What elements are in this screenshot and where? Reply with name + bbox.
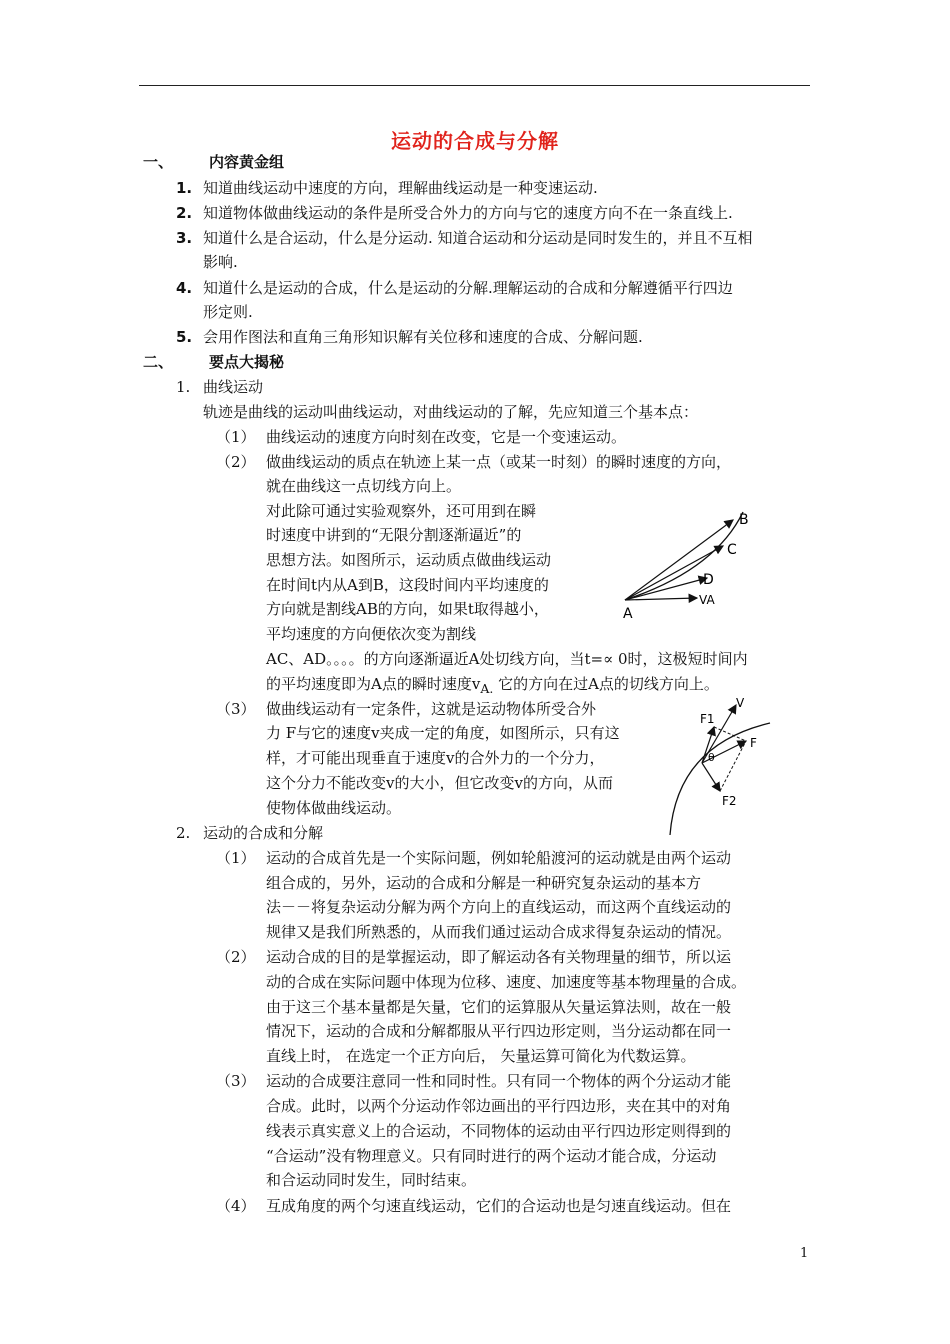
item-number: 1. <box>176 179 193 197</box>
section-2-marker: 二、 <box>143 353 174 371</box>
paragraph-line: 运动的合成首先是一个实际问题，例如轮船渡河的运动就是由两个运动 <box>266 849 732 867</box>
paragraph-line: 线表示真实意义上的合运动，不同物体的运动由平行四边形定则得到的 <box>266 1122 732 1140</box>
paragraph-line: 平均速度的方向便依次变为割线 <box>266 625 477 643</box>
paragraph-line: 轨迹是曲线的运动叫曲线运动，对曲线运动的了解，先应知道三个基本点： <box>203 403 699 421</box>
page-title: 运动的合成与分解 <box>391 129 559 153</box>
paragraph-marker: （1） <box>216 849 256 867</box>
page-number: 1 <box>800 1246 809 1261</box>
paragraph-line: “合运动”没有物理意义。只有同时进行的两个运动才能合成，分运动 <box>266 1147 717 1165</box>
paragraph-line: 直线上时， 在选定一个正方向后， 矢量运算可简化为代数运算。 <box>266 1047 696 1065</box>
subsection-title: 曲线运动 <box>203 378 264 396</box>
label-d: D <box>703 572 714 588</box>
item-number: 4. <box>176 279 193 297</box>
label-f1: F1 <box>700 712 715 726</box>
item-text: 形定则. <box>203 303 253 321</box>
label-v: V <box>736 696 745 710</box>
paragraph-line: 运动合成的目的是掌握运动，即了解运动各有关物理量的细节，所以运 <box>266 948 732 966</box>
label-f2: F2 <box>722 794 737 808</box>
label-b: B <box>739 512 749 528</box>
paragraph-line: 方向就是割线AB的方向，如果t取得越小， <box>266 600 549 618</box>
paragraph-line: 思想方法。如图所示，运动质点做曲线运动 <box>266 551 552 569</box>
item-number: 3. <box>176 229 193 247</box>
item-text: 知道什么是合运动，什么是分运动. 知道合运动和分运动是同时发生的，并且不互相 <box>203 229 753 247</box>
item-number: 2. <box>176 204 193 222</box>
paragraph-marker: （1） <box>216 428 256 446</box>
paragraph-line: 合成。此时，以两个分运动作邻边画出的平行四边形，夹在其中的对角 <box>266 1097 732 1115</box>
secant-ad <box>625 578 707 600</box>
paragraph-line: 规律又是我们所熟悉的，从而我们通过运动合成求得复杂运动的情况。 <box>266 923 732 941</box>
paragraph-marker: （4） <box>216 1197 256 1215</box>
subsection-number: 1. <box>176 378 191 396</box>
label-va: VA <box>699 593 715 607</box>
paragraph-line: 运动的合成要注意同一性和同时性。只有同一个物体的两个分运动才能 <box>266 1072 732 1090</box>
paragraph-line: 组合成的，另外，运动的合成和分解是一种研究复杂运动的基本方 <box>266 874 702 892</box>
paragraph-marker: （2） <box>216 948 256 966</box>
paragraph-line: 的平均速度即为A点的瞬时速度$v_{A.}$ 它的方向在过A点的切线方向上。 <box>266 675 719 696</box>
paragraph-line: 法－－将复杂运动分解为两个方向上的直线运动，而这两个直线运动的 <box>266 898 732 916</box>
section-1-marker: 一、 <box>143 153 174 171</box>
force-figure <box>662 695 777 840</box>
item-text: 知道物体做曲线运动的条件是所受合外力的方向与它的速度方向不在一条直线上. <box>203 204 733 222</box>
paragraph-line: 做曲线运动的质点在轨迹上某一点（或某一时刻）的瞬时速度的方向， <box>266 453 732 471</box>
paragraph-line: 做曲线运动有一定条件，这就是运动物体所受合外 <box>266 700 597 718</box>
paragraph-line: 对此除可通过实验观察外，还可用到在瞬 <box>266 502 537 520</box>
secant-ab <box>625 520 733 600</box>
header-rule <box>139 85 810 86</box>
paragraph-line: 就在曲线这一点切线方向上。 <box>266 477 462 495</box>
label-theta: θ <box>708 751 715 764</box>
tangent-va <box>625 598 697 600</box>
paragraph-line: 力 F与它的速度v夹成一定的角度，如图所示，只有这 <box>266 724 620 742</box>
subsection-title: 运动的合成和分解 <box>203 824 324 842</box>
paragraph-marker: （3） <box>216 1072 256 1090</box>
label-f: F <box>750 736 757 750</box>
paragraph-line: 曲线运动的速度方向时刻在改变，它是一个变速运动。 <box>266 428 627 446</box>
section-2-heading: 要点大揭秘 <box>209 353 285 371</box>
paragraph-line: 使物体做曲线运动。 <box>266 799 402 817</box>
item-text: 会用作图法和直角三角形知识解有关位移和速度的合成、分解问题. <box>203 328 643 346</box>
paragraph-line: 样，才可能出现垂直于速度v的合外力的一个分力， <box>266 749 605 767</box>
section-1-heading: 内容黄金组 <box>209 153 285 171</box>
subsection-number: 2. <box>176 824 191 842</box>
paragraph-marker: （2） <box>216 453 256 471</box>
paragraph-line: 和合运动同时发生，同时结束。 <box>266 1171 477 1189</box>
label-a: A <box>623 606 633 622</box>
paragraph-line: 动的合成在实际问题中体现为位移、速度、加速度等基本物理量的合成。 <box>266 973 747 991</box>
paragraph-line: 这个分力不能改变v的大小，但它改变v的方向，从而 <box>266 774 613 792</box>
item-number: 5. <box>176 328 193 346</box>
item-text: 影响. <box>203 253 238 271</box>
label-c: C <box>727 542 737 558</box>
paragraph-line: 互成角度的两个匀速直线运动，它们的合运动也是匀速直线运动。但在 <box>266 1197 732 1215</box>
parallelogram-side <box>720 741 746 791</box>
paragraph-line: 在时间t内从A到B，这段时间内平均速度的 <box>266 576 549 594</box>
paragraph-line: 情况下，运动的合成和分解都服从平行四边形定则，当分运动都在同一 <box>266 1022 732 1040</box>
secant-figure <box>615 500 760 625</box>
item-text: 知道什么是运动的合成，什么是运动的分解.理解运动的合成和分解遵循平行四边 <box>203 279 733 297</box>
paragraph-line: 由于这三个基本量都是矢量，它们的运算服从矢量运算法则，故在一般 <box>266 998 732 1016</box>
item-text: 知道曲线运动中速度的方向，理解曲线运动是一种变速运动. <box>203 179 598 197</box>
force-f2-arrow <box>702 763 720 791</box>
paragraph-marker: （3） <box>216 700 256 718</box>
paragraph-line: 时速度中讲到的“无限分割逐渐逼近”的 <box>266 526 522 544</box>
paragraph-line: AC、AD。。。。的方向逐渐逼近A处切线方向，当t=∝ 0时，这极短时间内 <box>266 650 748 668</box>
